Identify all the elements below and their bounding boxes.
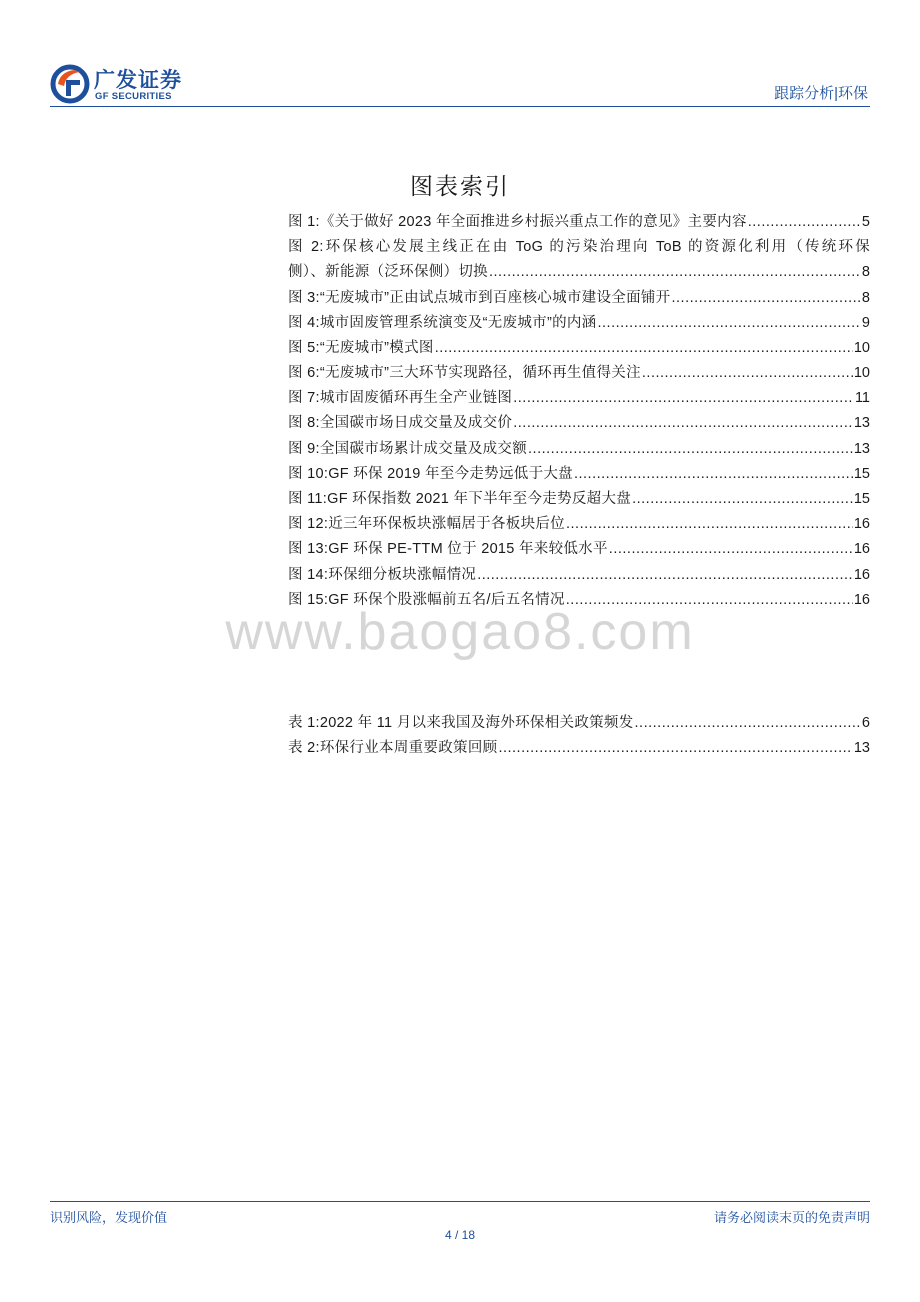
entry-label: 表 2: (288, 740, 320, 757)
footer-disclaimer: 请务必阅读末页的免责声明 (713, 1210, 870, 1225)
entry-title: GF 环保个股涨幅前五名/后五名情况 (328, 591, 565, 608)
entry-label: 图 14: (288, 566, 329, 583)
entry-label: 图 7: (288, 390, 320, 407)
leader-dots (597, 311, 860, 336)
header-divider (50, 106, 870, 107)
leader-dots (489, 260, 861, 285)
footer-slogan: 识别风险，发现价值 (50, 1210, 168, 1225)
toc-entry[interactable] (288, 361, 870, 386)
entry-page: 8 (861, 264, 870, 281)
toc-entry[interactable] (288, 437, 870, 462)
entry-title: 环保核心发展主线正在由 ToG 的污染治理向 ToB 的资源化利用（传统环保 (323, 239, 870, 256)
entry-page: 15 (853, 465, 870, 482)
leader-dots (574, 462, 853, 487)
toc-entry[interactable] (288, 412, 870, 437)
page-header (50, 62, 870, 106)
entry-page: 6 (861, 714, 870, 731)
entry-label: 图 13: (288, 541, 329, 558)
entry-page: 13 (853, 740, 870, 757)
entry-page: 10 (853, 339, 870, 356)
footer-divider (50, 1201, 870, 1202)
toc-entry[interactable] (288, 210, 870, 235)
entry-page: 10 (853, 365, 870, 382)
entry-title: GF 环保 2019 年至今走势远低于大盘 (328, 465, 573, 482)
entry-label: 图 6: (288, 365, 320, 382)
toc-entry[interactable] (288, 462, 870, 487)
entry-page: 16 (853, 516, 870, 533)
figure-index (288, 210, 870, 613)
entry-page: 8 (861, 289, 870, 306)
entry-page: 16 (853, 566, 870, 583)
entry-label: 图 10: (288, 465, 329, 482)
leader-dots (513, 386, 854, 411)
entry-title: GF 环保 PE-TTM 位于 2015 年来较低水平 (328, 541, 608, 558)
entry-title: 环保细分板块涨幅情况 (328, 566, 477, 583)
entry-title: 城市固废循环再生全产业链图 (319, 390, 513, 407)
gf-logo-icon (50, 64, 90, 104)
entry-page: 13 (853, 415, 870, 432)
watermark: www.baogao8.com (225, 603, 695, 661)
entry-label: 图 12: (288, 516, 329, 533)
entry-label: 图 1: (288, 213, 320, 230)
toc-entry[interactable] (288, 235, 870, 285)
toc-entry[interactable] (288, 563, 870, 588)
entry-label: 图 3: (288, 289, 320, 306)
leader-dots (748, 210, 861, 235)
entry-title: 近三年环保板块涨幅居于各板块后位 (328, 516, 565, 533)
leader-dots (609, 537, 853, 562)
toc-entry[interactable] (288, 512, 870, 537)
toc-entry[interactable] (288, 311, 870, 336)
logo-chinese-name: 广发证券 (94, 69, 182, 92)
entry-title: “无废城市”三大环节实现路径，循环再生值得关注 (319, 365, 641, 382)
entry-label: 图 8: (288, 415, 320, 432)
entry-title: “无废城市”正由试点城市到百座核心城市建设全面铺开 (319, 289, 671, 306)
entry-title: 全国碳市场累计成交量及成交额 (319, 440, 528, 457)
toc-entry[interactable] (288, 336, 870, 361)
entry-page: 5 (861, 213, 870, 230)
entry-title: 2022 年 11 月以来我国及海外环保相关政策频发 (319, 714, 634, 731)
report-type: 跟踪分析|环保 (774, 85, 868, 102)
entry-title: 环保行业本周重要政策回顾 (319, 740, 498, 757)
entry-label: 图 15: (288, 591, 329, 608)
leader-dots (566, 512, 853, 537)
leader-dots (435, 336, 853, 361)
leader-dots (632, 487, 853, 512)
leader-dots (513, 411, 853, 436)
entry-title: 《关于做好 2023 年全面推进乡村振兴重点工作的意见》主要内容 (319, 213, 747, 230)
entry-page: 11 (854, 390, 870, 407)
toc-entry[interactable] (288, 487, 870, 512)
entry-title: “无废城市”模式图 (319, 339, 434, 356)
toc-entry[interactable] (288, 736, 870, 761)
entry-page: 15 (853, 491, 870, 508)
toc-entry[interactable] (288, 286, 870, 311)
leader-dots (528, 437, 853, 462)
toc-entry[interactable] (288, 386, 870, 411)
entry-title: 城市固废管理系统演变及“无废城市”的内涵 (319, 314, 597, 331)
entry-page: 16 (853, 541, 870, 558)
leader-dots (642, 361, 853, 386)
entry-title-cont: 侧）、新能源（泛环保侧）切换 (288, 264, 488, 281)
entry-page: 13 (853, 440, 870, 457)
entry-title: GF 环保指数 2021 年下半年至今走势反超大盘 (327, 491, 632, 508)
entry-page: 16 (853, 591, 870, 608)
entry-label: 图 4: (288, 314, 320, 331)
table-index (288, 711, 870, 761)
page-number: 4 / 18 (444, 1228, 476, 1242)
entry-label: 图 11: (288, 491, 328, 508)
leader-dots (477, 563, 853, 588)
entry-page: 9 (861, 314, 870, 331)
entry-title: 全国碳市场日成交量及成交价 (319, 415, 513, 432)
entry-label: 图 2: (288, 239, 324, 256)
gf-securities-logo (50, 62, 200, 106)
leader-dots (671, 286, 860, 311)
entry-label: 图 5: (288, 339, 320, 356)
leader-dots (635, 711, 861, 736)
toc-entry[interactable] (288, 711, 870, 736)
logo-english-name: GF SECURITIES (95, 91, 172, 102)
toc-title: 图表索引 (410, 174, 510, 200)
toc-entry[interactable] (288, 537, 870, 562)
leader-dots (498, 736, 852, 761)
entry-label: 表 1: (288, 714, 320, 731)
entry-label: 图 9: (288, 440, 320, 457)
